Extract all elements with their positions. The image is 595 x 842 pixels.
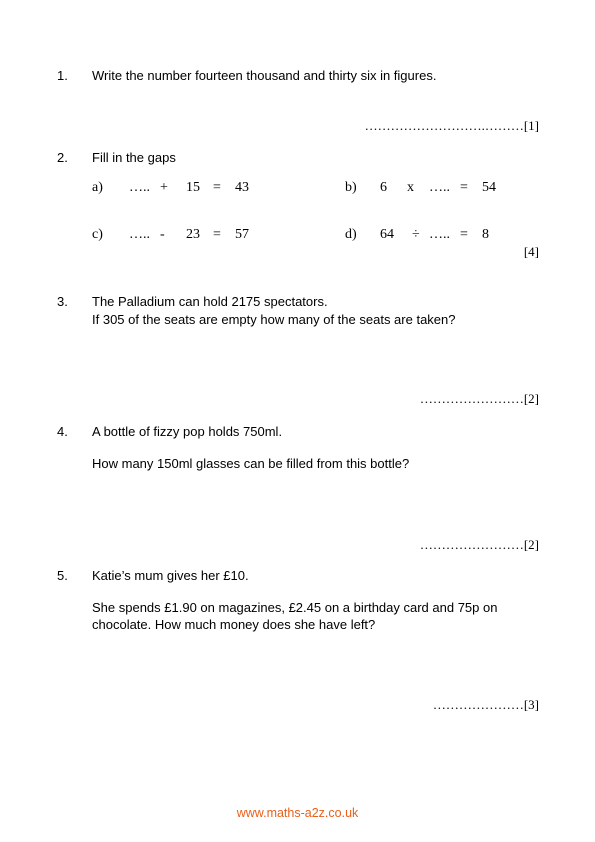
gap-blank: …..: [129, 227, 150, 242]
result: 43: [235, 180, 249, 195]
question-1-answer-line: ……………………….………[1]: [364, 118, 539, 133]
part-label: c): [92, 227, 103, 242]
question-2-number: 2.: [57, 150, 68, 165]
question-3-line-2: If 305 of the seats are empty how many of the seats are taken?: [92, 312, 456, 327]
gap-blank: …..: [129, 180, 150, 195]
question-1-text: Write the number fourteen thousand and thirty six in figures.: [92, 68, 437, 83]
question-4-answer-line: ……………………[2]: [419, 537, 539, 552]
question-5-line-1: Katie’s mum gives her £10.: [92, 568, 249, 583]
question-4-number: 4.: [57, 424, 68, 439]
question-1-number: 1.: [57, 68, 68, 83]
part-label: b): [345, 180, 357, 195]
equals: =: [213, 180, 221, 195]
result: 8: [482, 227, 489, 242]
equals: =: [460, 227, 468, 242]
operator: x: [407, 180, 414, 195]
result: 57: [235, 227, 249, 242]
equals: =: [460, 180, 468, 195]
operator: -: [160, 227, 165, 242]
operator: +: [160, 180, 168, 195]
question-3-number: 3.: [57, 294, 68, 309]
operand: 64: [380, 227, 394, 242]
part-label: d): [345, 227, 357, 242]
part-label: a): [92, 180, 103, 195]
question-2-marks: [4]: [523, 244, 539, 259]
question-5-line-2: She spends £1.90 on magazines, £2.45 on a birthday card and 75p on: [92, 600, 498, 615]
question-5-number: 5.: [57, 568, 68, 583]
footer-website-link[interactable]: www.maths-a2z.co.uk: [236, 806, 359, 820]
operand: 23: [186, 227, 200, 242]
question-3-answer-line: ……………………[2]: [419, 391, 539, 406]
gap-blank: …..: [429, 180, 450, 195]
operand: 15: [186, 180, 200, 195]
question-4-line-2: How many 150ml glasses can be filled from this bottle?: [92, 456, 410, 471]
question-3-line-1: The Palladium can hold 2175 spectators.: [92, 294, 328, 309]
equals: =: [213, 227, 221, 242]
operand: 6: [380, 180, 387, 195]
gap-blank: …..: [429, 227, 450, 242]
question-2-text: Fill in the gaps: [92, 150, 176, 165]
question-5-answer-line: …………………[3]: [432, 697, 539, 712]
question-4-line-1: A bottle of fizzy pop holds 750ml.: [92, 424, 283, 439]
question-5-line-3: chocolate. How much money does she have left?: [92, 617, 376, 632]
result: 54: [482, 180, 496, 195]
operator: ÷: [412, 227, 420, 242]
